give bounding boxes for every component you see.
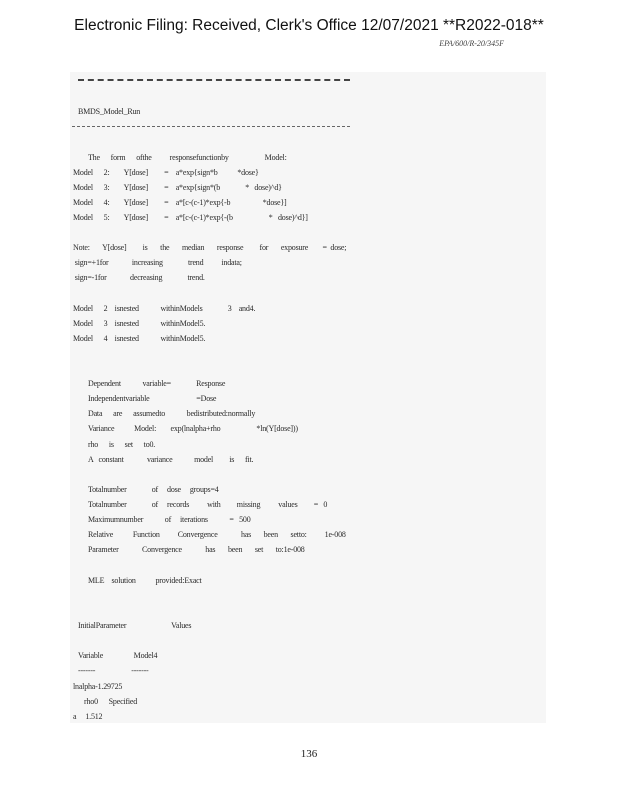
text-line: Relative Function Convergence has been setto: 1e-008	[88, 530, 346, 539]
text-line: The form ofthe responsefunctionby Model:	[88, 153, 287, 162]
text-line: Totalnumber of dose groups=4	[88, 485, 219, 494]
text-line: Totalnumber of records with missing values = 0	[88, 500, 328, 509]
text-line: Note: Y[dose] is the median response for exposure = dose;	[73, 243, 347, 252]
text-line: a 1.512	[73, 712, 103, 721]
text-line: Model 2 isnested withinModels 3 and4.	[73, 304, 256, 313]
text-line: ------- -------	[78, 666, 149, 675]
dashed-rule-middle	[72, 126, 350, 127]
text-line: Data are assumedto bedistributed:normally	[88, 409, 256, 418]
text-line: MLE solution provided:Exact	[88, 576, 202, 585]
run-title: BMDS_Model_Run	[78, 107, 141, 116]
text-line: Parameter Convergence has been set to:1e-008	[88, 545, 305, 554]
text-line: Dependent variable= Response	[88, 379, 226, 388]
text-line: Independentvariable =Dose	[88, 394, 217, 403]
text-line: InitialParameter Values	[78, 621, 192, 630]
filing-stamp: Electronic Filing: Received, Clerk's Office 12/07/2021 **R2022-018**	[74, 17, 544, 34]
page-number: 136	[300, 748, 318, 760]
text-line: Variable Model4	[78, 651, 158, 660]
text-line: Model 2: Y[dose] = a*exp{sign*b *dose}	[73, 168, 259, 177]
text-line: Model 4: Y[dose] = a*[c-(c-1)*exp{-b *dose}]	[73, 198, 287, 207]
text-line: rho0 Specified	[84, 697, 138, 706]
dashed-rule-top	[78, 79, 350, 81]
text-line: Variance Model: exp(lnalpha+rho *ln(Y[dose]))	[88, 424, 298, 433]
text-line: sign=-1for decreasing trend.	[73, 273, 205, 282]
text-line: Model 5: Y[dose] = a*[c-(c-1)*exp{-(b * dose)^d}]	[73, 213, 308, 222]
text-line: Model 3: Y[dose] = a*exp{sign*(b * dose)^d}	[73, 183, 282, 192]
text-line: Model 3 isnested withinModel5.	[73, 319, 206, 328]
text-line: Model 4 isnested withinModel5.	[73, 334, 206, 343]
text-line: sign=+1for increasing trend indata;	[73, 258, 242, 267]
text-line: lnalpha-1.29725	[73, 682, 123, 691]
text-line: A constant variance model is fit.	[88, 455, 254, 464]
text-line: Maximumnumber of iterations = 500	[88, 515, 251, 524]
document-id: EPA/600/R-20/345F	[439, 39, 504, 48]
text-line: rho is set to0.	[88, 440, 156, 449]
